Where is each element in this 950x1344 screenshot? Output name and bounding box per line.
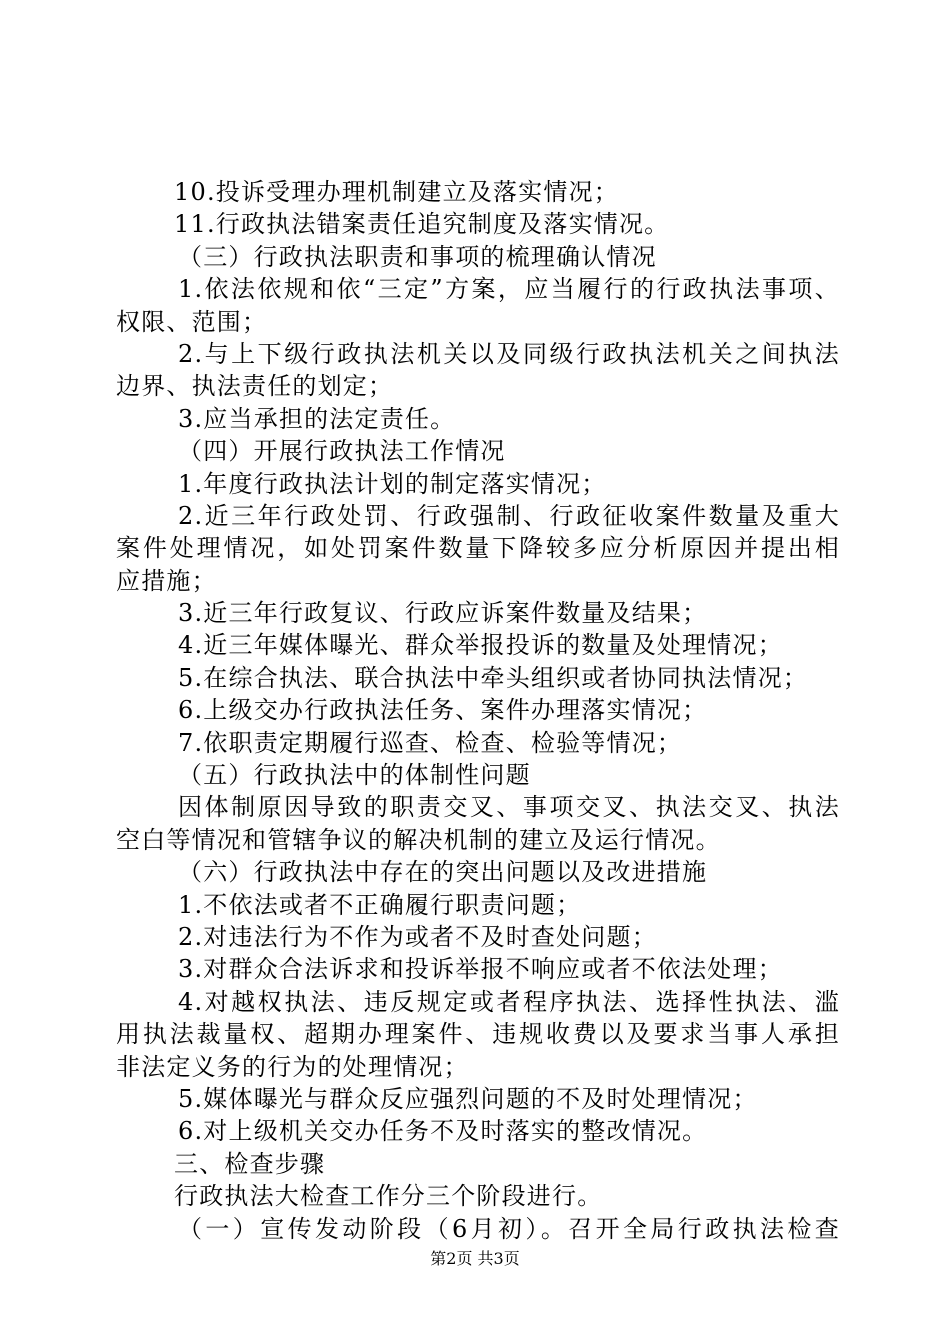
text-line: 5.在综合执法、联合执法中牵头组织或者协同执法情况；: [178, 663, 809, 692]
text-line: 4.对越权执法、违反规定或者程序执法、选择性执法、滥: [178, 987, 840, 1016]
text-line: 6.对上级机关交办任务不及时落实的整改情况。: [178, 1117, 708, 1146]
text-line: 1.不依法或者不正确履行职责问题；: [178, 890, 582, 919]
text-line: 应措施；: [116, 566, 217, 595]
text-line: 用执法裁量权、超期办理案件、违规收费以及要求当事人承担: [116, 1020, 840, 1049]
text-line: 3.近三年行政复议、行政应诉案件数量及结果；: [178, 599, 708, 628]
text-line: 1.年度行政执法计划的制定落实情况；: [178, 469, 607, 498]
text-line: 权限、范围；: [116, 307, 268, 336]
page-footer: 第2页 共3页: [430, 1249, 520, 1268]
section-heading: （四）开展行政执法工作情况: [178, 437, 506, 466]
text-line: 11.行政执法错案责任追究制度及落实情况。: [174, 210, 670, 239]
text-line: 10.投诉受理办理机制建立及落实情况；: [174, 178, 619, 206]
text-line: 因体制原因导致的职责交叉、事项交叉、执法交叉、执法: [178, 793, 840, 822]
section-heading: （六）行政执法中存在的突出问题以及改进措施: [178, 858, 708, 887]
document-body: [116, 176, 840, 1245]
section-heading: （五）行政执法中的体制性问题: [178, 761, 531, 790]
text-line: 3.应当承担的法定责任。: [178, 404, 456, 433]
text-line: 空白等情况和管辖争议的解决机制的建立及运行情况。: [116, 825, 721, 854]
text-line: 3.对群众合法诉求和投诉举报不响应或者不依法处理；: [178, 955, 783, 984]
section-heading: 三、检查步骤: [174, 1149, 326, 1178]
text-line: 2.对违法行为不作为或者不及时查处问题；: [178, 922, 657, 951]
text-line: 案件处理情况，如处罚案件数量下降较多应分析原因并提出相: [116, 534, 840, 563]
text-line: 边界、执法责任的划定；: [116, 372, 394, 401]
text-line: 7.依职责定期履行巡查、检查、检验等情况；: [178, 728, 683, 757]
text-line: 行政执法大检查工作分三个阶段进行。: [174, 1182, 603, 1211]
text-line: 2.与上下级行政执法机关以及同级行政执法机关之间执法: [178, 339, 840, 368]
text-line: 5.媒体曝光与群众反应强烈问题的不及时处理情况；: [178, 1084, 758, 1113]
text-line: 4.近三年媒体曝光、群众举报投诉的数量及处理情况；: [178, 631, 783, 660]
section-heading: （三）行政执法职责和事项的梳理确认情况: [178, 242, 657, 271]
text-line: 6.上级交办行政执法任务、案件办理落实情况；: [178, 696, 708, 725]
text-line: 2.近三年行政处罚、行政强制、行政征收案件数量及重大: [178, 501, 840, 530]
text-line: （一）宣传发动阶段（6月初）。召开全局行政执法检查: [178, 1214, 840, 1243]
text-line: 非法定义务的行为的处理情况；: [116, 1052, 469, 1081]
text-line: 1.依法依规和依“三定”方案，应当履行的行政执法事项、: [178, 275, 840, 304]
